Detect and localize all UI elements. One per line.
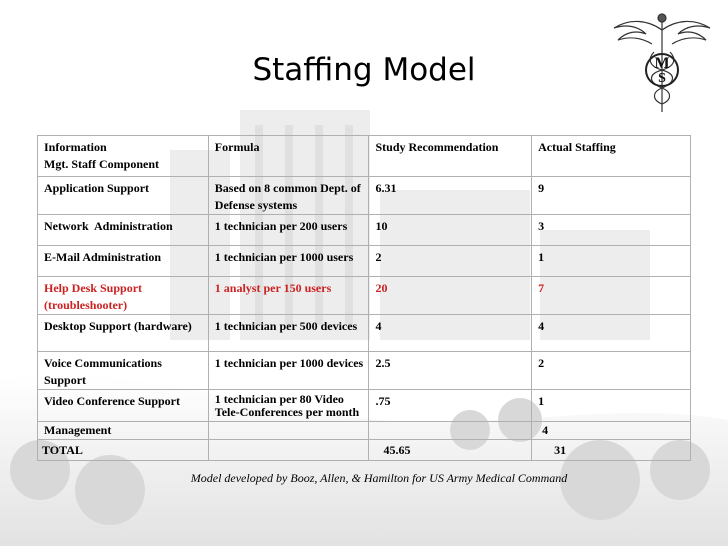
cell-study: 4 [369,315,532,352]
table-row-highlighted [38,277,691,315]
cell-formula: 1 technician per 1000 users [208,246,369,277]
header-formula: Formula [208,136,369,177]
cell-formula: 1 technician per 1000 devices [208,352,369,390]
header-component: Information Mgt. Staff Component [38,136,209,177]
cell-actual: 4 [532,422,691,440]
svg-text:M: M [654,55,670,72]
cell-study: 2.5 [369,352,532,390]
cell-actual: 4 [532,315,691,352]
cell-formula: 1 technician per 200 users [208,215,369,246]
cell-actual: 1 [532,246,691,277]
cell-component: E-Mail Administration [38,246,209,277]
table-row [38,215,691,246]
cell-actual: 3 [532,215,691,246]
cell-component: Application Support [38,177,209,215]
staffing-table [37,135,691,461]
cell-component: Help Desk Support (troubleshooter) [38,277,209,315]
cell-component: Network Administration [38,215,209,246]
cell-formula: Based on 8 common Dept. of Defense systems [208,177,369,215]
cell-study: 45.65 [369,440,532,461]
cell-actual: 31 [532,440,691,461]
header-study-recommendation: Study Recommendation [369,136,532,177]
cell-study: 2 [369,246,532,277]
cell-formula [208,422,369,440]
table-row [38,315,691,352]
cell-study: 10 [369,215,532,246]
table-row [38,352,691,390]
header-actual-staffing: Actual Staffing [532,136,691,177]
table-row [38,422,691,440]
svg-text:S: S [658,71,666,86]
slide-footer-caption: Model developed by Booz, Allen, & Hamilton for US Army Medical Command [190,471,568,485]
cell-actual: 2 [532,352,691,390]
cell-formula: 1 technician per 80 Video Tele-Conferences per month [208,390,369,422]
cell-component: Voice Communications Support [38,352,209,390]
cell-study [369,422,532,440]
cell-formula: 1 technician per 500 devices [208,315,369,352]
slide-title: Staffing Model [252,52,476,88]
table-row [38,246,691,277]
caduceus-ms-insignia-icon [608,8,716,116]
cell-formula: 1 analyst per 150 users [208,277,369,315]
cell-study: 6.31 [369,177,532,215]
cell-component: TOTAL [38,440,209,461]
cell-actual: 7 [532,277,691,315]
cell-component: Management [38,422,209,440]
table-row [38,177,691,215]
table-header-row [38,136,691,177]
cell-formula [208,440,369,461]
cell-study: 20 [369,277,532,315]
cell-actual: 1 [532,390,691,422]
table-row [38,390,691,422]
cell-component: Desktop Support (hardware) [38,315,209,352]
cell-actual: 9 [532,177,691,215]
table-row-total [38,440,691,461]
cell-study: .75 [369,390,532,422]
cell-component: Video Conference Support [38,390,209,422]
